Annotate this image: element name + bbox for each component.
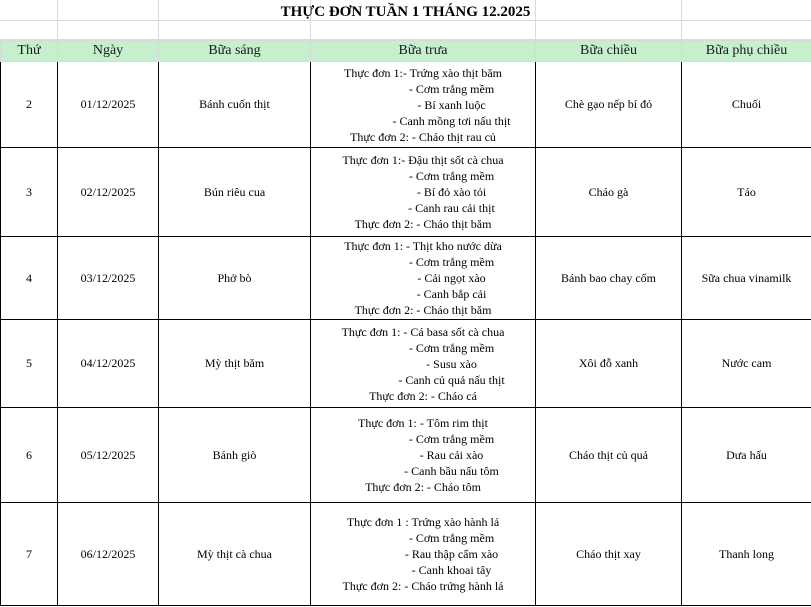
lunch-menu-line: - Cơm trắng mềm <box>408 432 495 446</box>
lunch-menu-line: - Canh bầu nấu tôm <box>404 464 499 478</box>
cell-ngay[interactable]: 05/12/2025 <box>58 408 159 503</box>
menu-title: THỰC ĐƠN TUẦN 1 THÁNG 12.2025 <box>280 4 531 20</box>
table-row <box>1 148 811 237</box>
cell-thu[interactable]: 3 <box>1 148 58 237</box>
lunch-menu-line: - Canh rau cải thịt <box>408 201 495 215</box>
lunch-menu-line: Thực đơn 2: - Cháo cá <box>369 388 477 403</box>
cell-bua-sang[interactable]: Phở bò <box>159 237 311 320</box>
cell-bua-chieu[interactable]: Bánh bao chay cốm <box>536 237 682 320</box>
lunch-menu-line: - Canh khoai tây <box>411 563 492 577</box>
lunch-menu-line: - Cơm trắng mềm <box>408 255 495 269</box>
lunch-menu-line: Thực đơn 2: - Cháo thịt rau củ <box>350 129 496 144</box>
cell-bua-trua[interactable] <box>311 408 536 503</box>
lunch-menu-line: - Canh mồng tơi nấu thịt <box>392 113 511 128</box>
cell-bua-phu-chieu[interactable]: Sữa chua vinamilk <box>682 237 811 320</box>
cell-bua-trua[interactable] <box>311 237 536 320</box>
cell-bua-chieu[interactable]: Chè gạo nếp bí đỏ <box>536 62 682 148</box>
cell-thu[interactable]: 2 <box>1 62 58 148</box>
header-row <box>1 41 811 62</box>
cell-ngay[interactable]: 06/12/2025 <box>58 503 159 606</box>
lunch-menu-line: - Bí đỏ xào tỏi <box>416 185 487 199</box>
header-thu[interactable]: Thứ <box>1 41 58 62</box>
table-row <box>1 408 811 503</box>
cell-ngay[interactable]: 01/12/2025 <box>58 62 159 148</box>
lunch-menu-line: Thực đơn 2: - Cháo trứng hành lá <box>342 579 504 593</box>
lunch-menu-line: - Cơm trắng mềm <box>408 81 495 96</box>
cell-bua-chieu[interactable]: Xôi đỗ xanh <box>536 320 682 408</box>
cell-bua-phu-chieu[interactable]: Nước cam <box>682 320 811 408</box>
cell-bua-chieu[interactable]: Cháo thịt củ quả <box>536 408 682 503</box>
cell-thu[interactable]: 5 <box>1 320 58 408</box>
lunch-menu-line: - Bí xanh luộc <box>417 97 486 112</box>
cell-ngay[interactable]: 03/12/2025 <box>58 237 159 320</box>
lunch-menu-line: - Cơm trắng mềm <box>408 169 495 183</box>
table-row <box>1 320 811 408</box>
lunch-menu-line: Thực đơn 1: - Thịt kho nước dừa <box>344 239 502 253</box>
lunch-menu-line: Thực đơn 1:- Đậu thịt sốt cà chua <box>342 153 504 167</box>
cell-bua-trua[interactable] <box>311 503 536 606</box>
lunch-menu-line: Thực đơn 2: - Cháo thịt băm <box>354 217 492 231</box>
table-row <box>1 62 811 148</box>
header-bua-trua[interactable]: Bữa trưa <box>311 41 536 62</box>
cell-thu[interactable]: 6 <box>1 408 58 503</box>
cell-bua-sang[interactable]: Bánh cuốn thịt <box>159 62 311 148</box>
lunch-menu-line: - Canh củ quả nấu thịt <box>398 372 505 387</box>
lunch-menu-line: - Canh bắp cải <box>416 287 487 301</box>
lunch-menu-line: Thực đơn 2: - Cháo tôm <box>365 480 481 494</box>
cell-thu[interactable]: 7 <box>1 503 58 606</box>
lunch-menu-line: Thực đơn 1: - Tôm rim thịt <box>358 416 488 430</box>
lunch-menu-line: Thực đơn 1: - Cá basa sốt cà chua <box>341 324 505 339</box>
cell-thu[interactable]: 4 <box>1 237 58 320</box>
lunch-menu-line: - Cơm trắng mềm <box>408 340 495 355</box>
cell-ngay[interactable]: 02/12/2025 <box>58 148 159 237</box>
cell-bua-phu-chieu[interactable]: Táo <box>682 148 811 237</box>
lunch-menu-line: - Cải ngọt xào <box>417 271 486 285</box>
cell-bua-chieu[interactable]: Cháo gà <box>536 148 682 237</box>
cell-bua-trua[interactable] <box>311 320 536 408</box>
table-row <box>1 237 811 320</box>
header-bua-sang[interactable]: Bữa sáng <box>159 41 311 62</box>
cell-bua-sang[interactable]: Bánh giò <box>159 408 311 503</box>
cell-bua-phu-chieu[interactable]: Thanh long <box>682 503 811 606</box>
header-bua-phu-chieu[interactable]: Bữa phụ chiều <box>682 41 811 62</box>
cell-bua-sang[interactable]: Mỳ thịt cà chua <box>159 503 311 606</box>
header-ngay[interactable]: Ngày <box>58 41 159 62</box>
lunch-menu-line: - Susu xào <box>426 356 477 371</box>
header-bua-chieu[interactable]: Bữa chiều <box>536 41 682 62</box>
cell-bua-chieu[interactable]: Cháo thịt xay <box>536 503 682 606</box>
cell-bua-sang[interactable]: Bún riêu cua <box>159 148 311 237</box>
lunch-menu-line: Thực đơn 2: - Cháo thịt băm <box>354 303 492 317</box>
lunch-menu-line: - Cơm trắng mềm <box>408 531 495 545</box>
lunch-menu-line: Thực đơn 1:- Trứng xào thịt băm <box>343 65 502 80</box>
cell-bua-trua[interactable] <box>311 62 536 148</box>
cell-bua-phu-chieu[interactable]: Chuối <box>682 62 811 148</box>
lunch-menu-line: - Rau cải xào <box>419 448 484 462</box>
cell-bua-sang[interactable]: Mỳ thịt băm <box>159 320 311 408</box>
cell-ngay[interactable]: 04/12/2025 <box>58 320 159 408</box>
cell-bua-trua[interactable] <box>311 148 536 237</box>
table-row <box>1 503 811 606</box>
weekly-menu-table <box>0 40 811 606</box>
lunch-menu-line: Thực đơn 1 : Trứng xào hành lá <box>346 515 500 529</box>
lunch-menu-line: - Rau thập cẩm xào <box>404 547 499 561</box>
cell-bua-phu-chieu[interactable]: Dưa hấu <box>682 408 811 503</box>
